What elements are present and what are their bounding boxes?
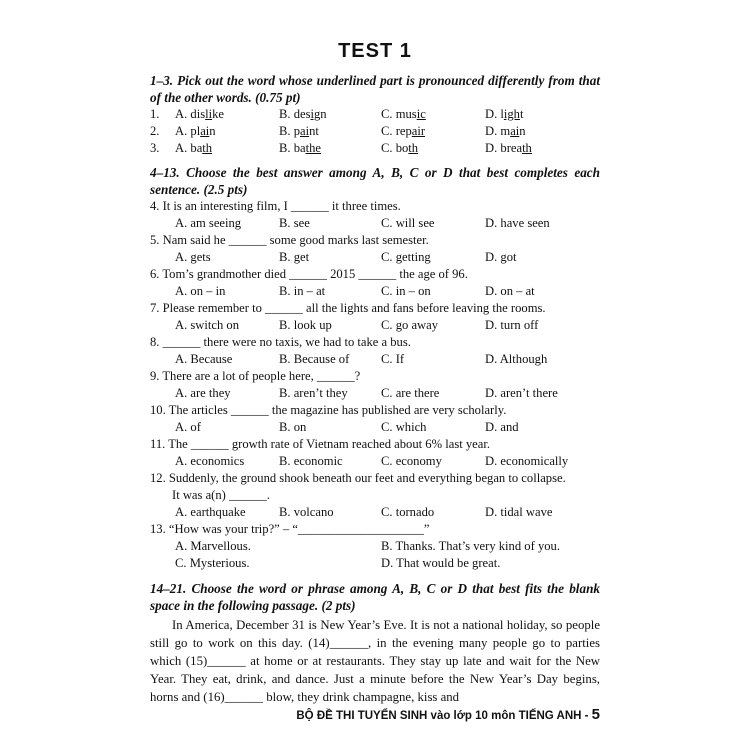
- answer-option: D. economically: [485, 454, 569, 468]
- question-stem-row: [150, 198, 600, 215]
- answer-option: B. volcano: [279, 505, 334, 519]
- section1-instruction: 1–3. Pick out the word whose underlined part is pronounced differently from that of the other words. (0.75 pt): [150, 73, 600, 105]
- question-stem-row: [150, 521, 600, 538]
- answer-option: B. on: [279, 420, 307, 434]
- options-row: [150, 555, 600, 572]
- answer-option: C. repair: [381, 124, 426, 138]
- answer-option: D. That would be great.: [381, 556, 501, 570]
- question-number: 2.: [150, 124, 160, 138]
- question-stem-row: [150, 436, 600, 453]
- options-row: [150, 283, 600, 300]
- question-stem: 13. “How was your trip?” – “____________________”: [150, 522, 430, 536]
- question-row: [150, 123, 600, 140]
- options-row: [150, 419, 600, 436]
- answer-option: C. are there: [381, 386, 440, 400]
- answer-option: D. Although: [485, 352, 548, 366]
- question-stem: 10. The articles ______ the magazine has published are very scholarly.: [150, 403, 507, 417]
- answer-option: C. If: [381, 352, 405, 366]
- answer-option: A. dislike: [175, 107, 224, 121]
- options-row: [150, 317, 600, 334]
- answer-option: B. paint: [279, 124, 319, 138]
- page-title: TEST 1: [338, 40, 412, 62]
- answer-option: A. bath: [175, 141, 213, 155]
- question-stem: 9. There are a lot of people here, ______?: [150, 369, 361, 383]
- section3-instruction: 14–21. Choose the word or phrase among A, B, C or D that best fits the blank space in the following passage. (2 pts): [150, 581, 600, 613]
- answer-option: C. both: [381, 141, 419, 155]
- reading-passage: In America, December 31 is New Year’s Eve. It is not a national holiday, so people still go to work on this day. (14)______, in the evening many people go to parties which (15)______ at home or at restaurants. They stay up late and wait for the New Year. They eat, drink, and dance. Just a minute before the New Year’s Day begins, horns and (16)______ blow, they drink champagne, kiss and: [150, 618, 600, 704]
- question-stem: 11. The ______ growth rate of Vietnam reached about 6% last year.: [150, 437, 490, 451]
- options-row: [150, 215, 600, 232]
- answer-option: A. earthquake: [175, 505, 246, 519]
- question-number: 1.: [150, 107, 160, 121]
- question-stem-row: [150, 334, 600, 351]
- answer-option: D. on – at: [485, 284, 535, 298]
- page-number: 5: [591, 706, 600, 723]
- options-row: [150, 453, 600, 470]
- answer-option: B. Thanks. That’s very kind of you.: [381, 539, 560, 553]
- question-stem: 8. ______ there were no taxis, we had to take a bus.: [150, 335, 411, 349]
- answer-option: B. design: [279, 107, 327, 121]
- question-stem: 6. Tom’s grandmother died ______ 2015 ______ the age of 96.: [150, 267, 468, 281]
- question-stem-row: [150, 470, 600, 487]
- answer-option: B. aren’t they: [279, 386, 348, 400]
- question-stem-row: [150, 300, 600, 317]
- footer-text: BỘ ĐỀ THI TUYỂN SINH vào lớp 10 môn TIẾNG ANH -: [296, 710, 592, 722]
- section2-instruction: 4–13. Choose the best answer among A, B, C or D that best completes each sentence. (2.5 pts): [150, 165, 600, 197]
- options-row: [150, 538, 600, 555]
- question-stem-row: [150, 368, 600, 385]
- answer-option: C. music: [381, 107, 426, 121]
- answer-option: A. am seeing: [175, 216, 242, 230]
- answer-option: A. are they: [175, 386, 231, 400]
- answer-option: B. get: [279, 250, 310, 264]
- answer-option: C. which: [381, 420, 427, 434]
- answer-option: D. have seen: [485, 216, 550, 230]
- answer-option: C. in – on: [381, 284, 431, 298]
- answer-option: D. breath: [485, 141, 532, 155]
- answer-option: D. main: [485, 124, 526, 138]
- question-stem: 5. Nam said he ______ some good marks last semester.: [150, 233, 429, 247]
- answer-option: B. look up: [279, 318, 332, 332]
- answer-option: A. plain: [175, 124, 216, 138]
- question-stem-row: [150, 232, 600, 249]
- options-row: [150, 249, 600, 266]
- answer-option: A. economics: [175, 454, 245, 468]
- answer-option: B. in – at: [279, 284, 326, 298]
- answer-option: D. got: [485, 250, 517, 264]
- question-stem: 7. Please remember to ______ all the lights and fans before leaving the rooms.: [150, 301, 546, 315]
- answer-option: B. see: [279, 216, 310, 230]
- answer-option: C. getting: [381, 250, 431, 264]
- options-row: [150, 504, 600, 521]
- page-footer: [280, 706, 600, 723]
- answer-option: A. of: [175, 420, 201, 434]
- answer-option: D. light: [485, 107, 524, 121]
- answer-option: A. gets: [175, 250, 211, 264]
- question-stem-row: [150, 266, 600, 283]
- answer-option: B. economic: [279, 454, 343, 468]
- answer-option: D. and: [485, 420, 519, 434]
- question-row: [150, 106, 600, 123]
- options-row: [150, 351, 600, 368]
- options-row: [150, 385, 600, 402]
- answer-option: C. will see: [381, 216, 435, 230]
- answer-option: A. Because: [175, 352, 233, 366]
- answer-option: A. on – in: [175, 284, 226, 298]
- question-stem: 12. Suddenly, the ground shook beneath our feet and everything began to collapse.: [150, 471, 566, 485]
- question-stem-row: [150, 487, 600, 504]
- answer-option: C. go away: [381, 318, 439, 332]
- question-row: [150, 140, 600, 157]
- question-number: 3.: [150, 141, 160, 155]
- answer-option: C. tornado: [381, 505, 435, 519]
- question-stem-continued: It was a(n) ______.: [172, 488, 270, 502]
- question-stem: 4. It is an interesting film, I ______ it three times.: [150, 199, 401, 213]
- answer-option: D. turn off: [485, 318, 539, 332]
- answer-option: C. economy: [381, 454, 442, 468]
- answer-option: A. switch on: [175, 318, 240, 332]
- question-stem-row: [150, 402, 600, 419]
- answer-option: D. tidal wave: [485, 505, 553, 519]
- answer-option: B. Because of: [279, 352, 350, 366]
- answer-option: D. aren’t there: [485, 386, 558, 400]
- answer-option: B. bathe: [279, 141, 321, 155]
- answer-option: A. Marvellous.: [175, 539, 251, 553]
- answer-option: C. Mysterious.: [175, 556, 250, 570]
